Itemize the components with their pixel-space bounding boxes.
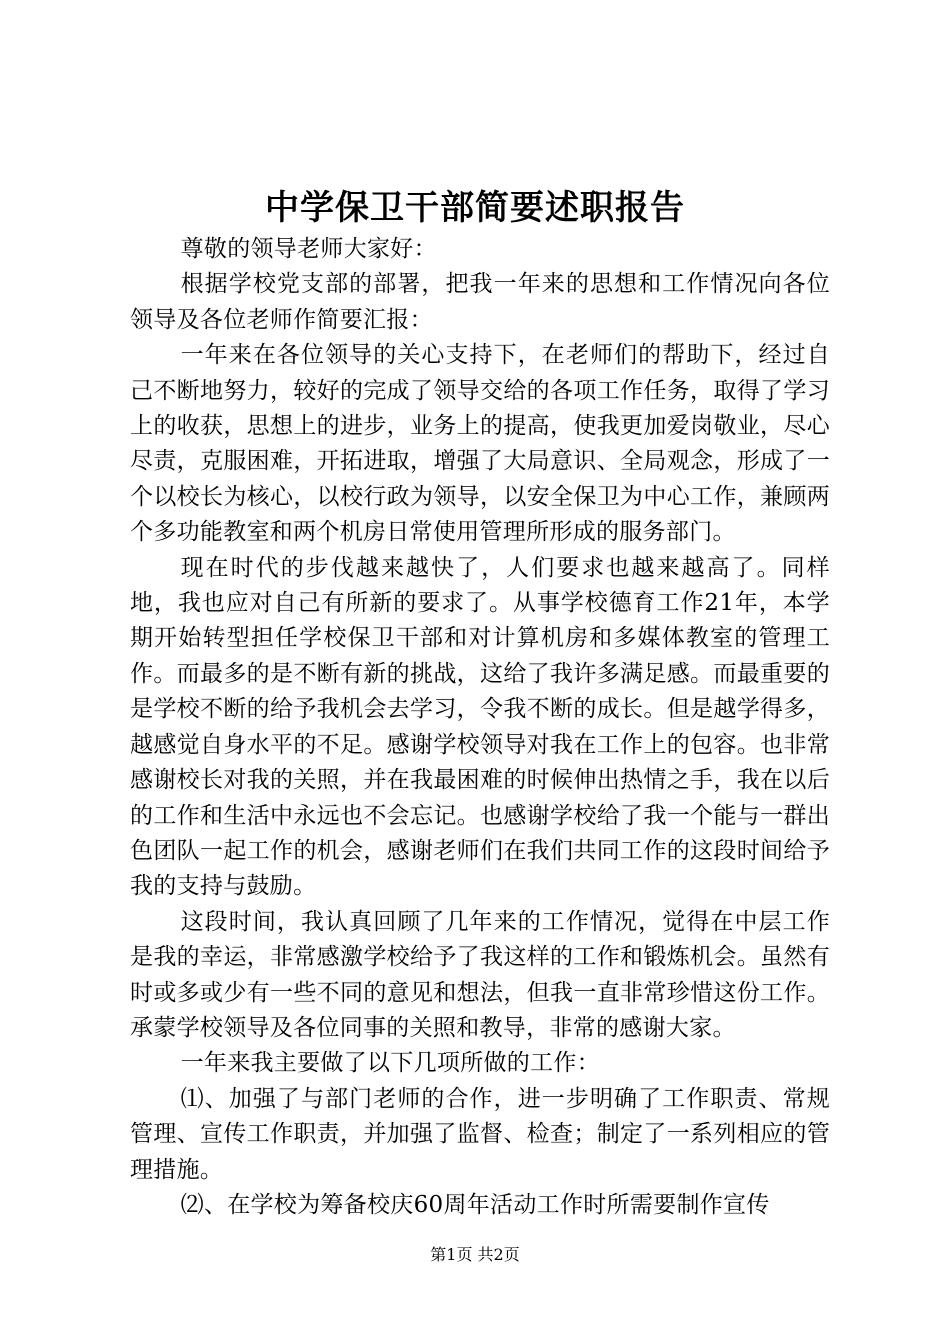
page-footer xyxy=(0,1244,950,1266)
document-title: 中学保卫干部简要述职报告 xyxy=(265,188,685,228)
paragraph-intro: 根据学校党支部的部署，把我一年来的思想和工作情况向各位领导及各位老师作简要汇报： xyxy=(130,271,830,333)
paragraph-review: 这段时间，我认真回顾了几年来的工作情况，觉得在中层工作是我的幸运，非常感激学校给予了我这样的工作和锻炼机会。虽然有时或多或少有一些不同的意见和想法，但我一直非常珍惜这份工作。承蒙学校领导及各位同事的关照和教导，非常的感谢大家。 xyxy=(130,908,830,1041)
page-number: 第1页 共2页 xyxy=(430,1245,520,1264)
paragraph-work-item-1: ⑴、加强了与部门老师的合作，进一步明确了工作职责、常规管理、宣传工作职责，并加强了监督、检查；制定了一系列相应的管理措施。 xyxy=(130,1085,830,1183)
paragraph-summary: 一年来在各位领导的关心支持下，在老师们的帮助下，经过自己不断地努力，较好的完成了领导交给的各项工作任务，取得了学习上的收获，思想上的进步，业务上的提高，使我更加爱岗敬业，尽心尽责，克服困难，开拓进取，增强了大局意识、全局观念，形成了一个以校长为核心，以校行政为领导，以安全保卫为中心工作，兼顾两个多功能教室和两个机房日常使用管理所形成的服务部门。 xyxy=(130,342,830,546)
paragraph-work-item-2: ⑵、在学校为筹备校庆60周年活动工作时所需要制作宣传 xyxy=(180,1191,770,1218)
document-body xyxy=(130,232,830,1223)
paragraph-greeting: 尊敬的领导老师大家好： xyxy=(180,236,437,262)
paragraph-work-list-intro: 一年来我主要做了以下几项所做的工作： xyxy=(180,1050,600,1077)
paragraph-reflection: 现在时代的步伐越来越快了，人们要求也越来越高了。同样地，我也应对自己有所新的要求了。从事学校德育工作21年，本学期开始转型担任学校保卫干部和对计算机房和多媒体教室的管理工作。而最多的是不断有新的挑战，这给了我许多满足感。而最重要的是学校不断的给予我机会去学习，令我不断的成长。但是越学得多，越感觉自身水平的不足。感谢学校领导对我在工作上的包容。也非常感谢校长对我的关照，并在我最困难的时候伸出热情之手，我在以后的工作和生活中永远也不会忘记。也感谢学校给了我一个能与一群出色团队一起工作的机会，感谢老师们在我们共同工作的这段时间给予我的支持与鼓励。 xyxy=(130,554,830,900)
